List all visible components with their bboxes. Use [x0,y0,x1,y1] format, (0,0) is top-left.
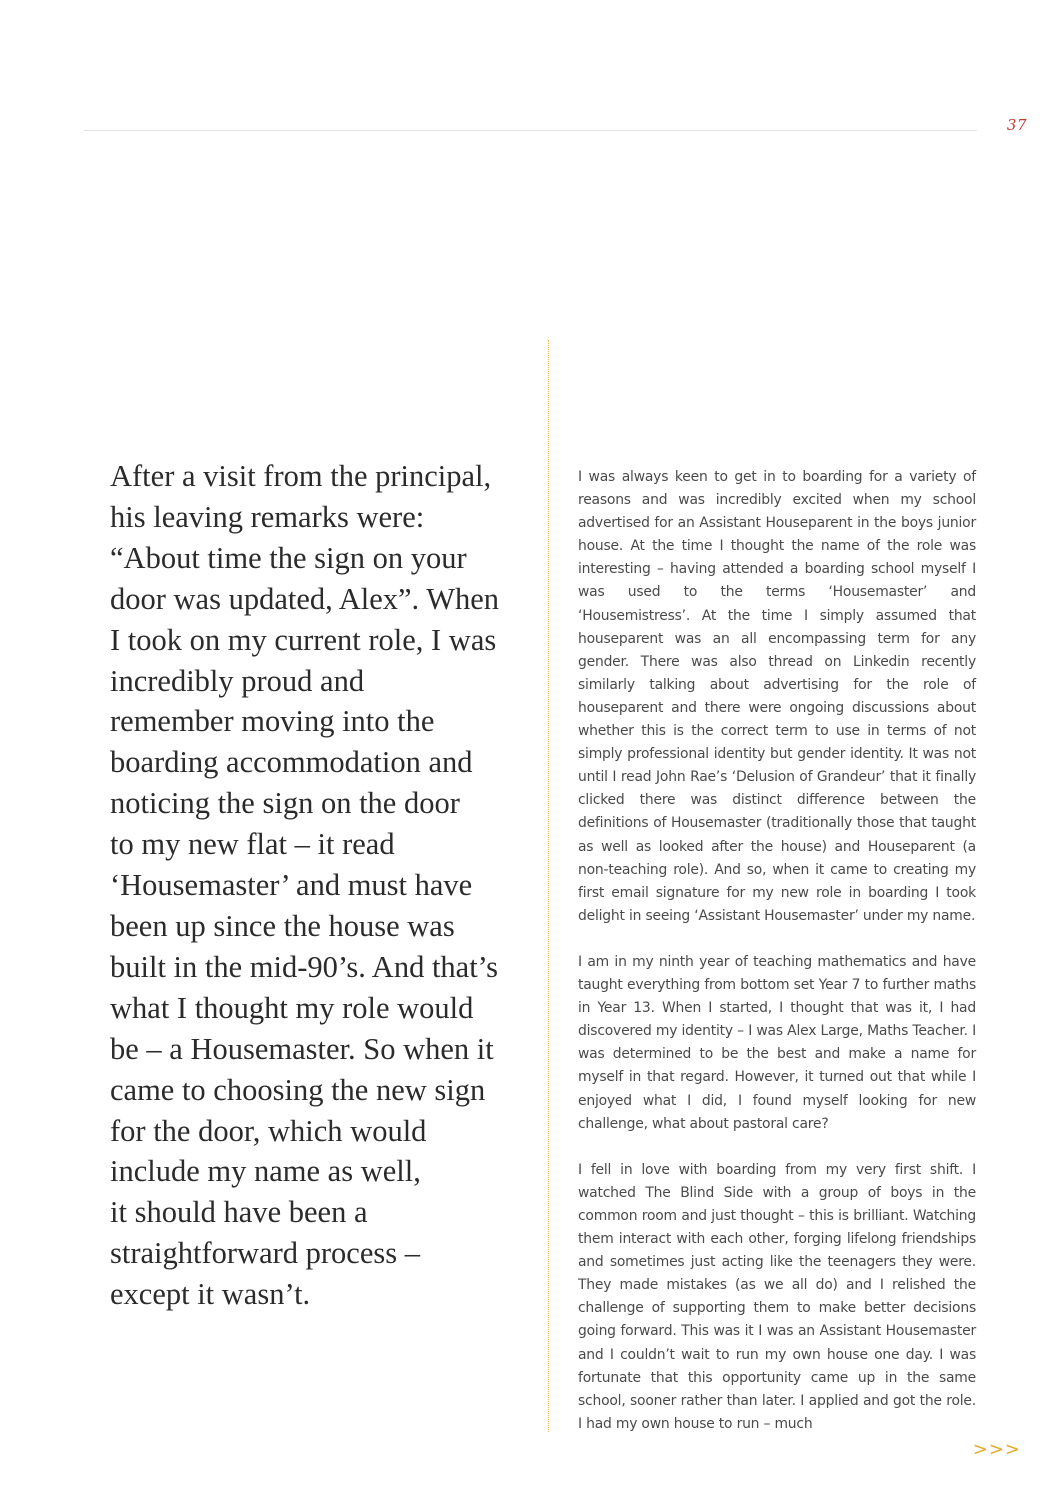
page-number: 37 [1006,116,1027,134]
pull-quote [110,456,530,1315]
body-paragraph: I was always keen to get in to boarding for a variety of reasons and was incredibly excited when my school advertised for an Assistant Houseparent in the boys junior house. At the time I thought the name of the role was interesting – having attended a boarding school myself I was used to the terms ‘Housemaster’ and ‘Housemistress’. At the time I simply assumed that houseparent was an all encompassing term for any gender. There was also thread on Linkedin recently similarly talking about advertising for the role of houseparent and there were ongoing discussions about whether this is the correct term to use in terms of not simply professional identity but gender identity. It was not until I read John Rae’s ‘Delusion of Grandeur’ that it finally clicked there was distinct difference between the definitions of Housemaster (traditionally those that taught as well as looked after the house) and Houseparent (a non-teaching role). And so, when it came to creating my first email signature for my new role in boarding I took delight in seeing ‘Assistant Housemaster’ under my name. [578,469,976,924]
pull-quote-line: for the door, which would [110,1113,427,1148]
pull-quote-line: After a visit from the principal, [110,459,492,493]
pull-quote-line: be – a Housemaster. So when it [110,1031,494,1066]
pull-quote-line: remember moving into the [110,704,435,739]
header-rule [84,130,977,131]
pull-quote-line: except it wasn’t. [110,1277,311,1312]
pull-quote-line: came to choosing the new sign [110,1072,486,1107]
pull-quote-line: it should have been a [110,1195,368,1230]
column-divider [548,340,549,1432]
body-text-column [578,466,976,1459]
next-page-arrows[interactable]: >>> [972,1439,1021,1460]
pull-quote-line: what I thought my role would [110,990,474,1025]
pull-quote-line: I took on my current role, I was [110,622,497,657]
pull-quote-line: door was updated, Alex”. When [110,581,500,616]
pull-quote-line: incredibly proud and [110,663,365,698]
body-paragraph: I fell in love with boarding from my very first shift. I watched The Blind Side with a group of boys in the common room and just thought – this is brilliant. Watching them interact with each other, forging lifelong friendships and sometimes just acting like the teenagers they were. They made mistakes (as we all do) and I relished the challenge of supporting them to make better decisions going forward. This was it I was an Assistant Housemaster and I couldn’t wait to run my own house one day. I was fortunate that this opportunity came up in the same school, sooner rather than later. I applied and got the role. I had my own house to run – much [578,1161,976,1432]
pull-quote-line: ‘Housemaster’ and must have [110,868,473,903]
pull-quote-line: built in the mid-90’s. And that’s [110,949,499,984]
pull-quote-line: noticing the sign on the door [110,786,460,821]
body-paragraph: I am in my ninth year of teaching mathematics and have taught everything from bottom set Year 7 to further maths in Year 13. When I started, I thought that was it, I had discovered my identity – I was Alex Large, Maths Teacher. I was determined to be the best and make a name for myself in that regard. However, it turned out that while I enjoyed what I did, I found myself looking for new challenge, what about pastoral care? [578,953,976,1132]
pull-quote-line: been up since the house was [110,908,455,943]
pull-quote-line: to my new flat – it read [110,827,395,862]
pull-quote-line: “About time the sign on your [110,540,467,575]
pull-quote-line: straightforward process – [110,1236,420,1271]
pull-quote-line: his leaving remarks were: [110,499,425,534]
pull-quote-line: boarding accommodation and [110,745,473,780]
pull-quote-line: include my name as well, [110,1154,421,1189]
